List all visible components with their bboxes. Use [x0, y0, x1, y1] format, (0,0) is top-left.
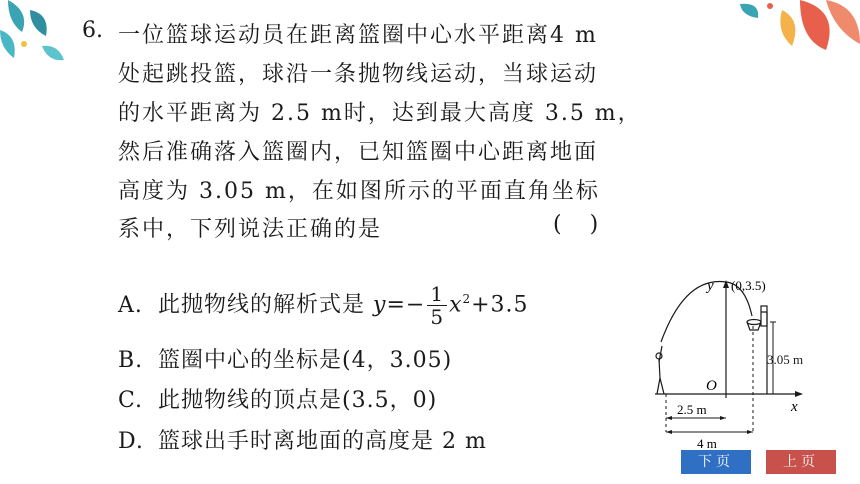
option-b-text: 篮圈中心的坐标是(4，3.05) — [158, 348, 453, 373]
option-a-x: x — [449, 292, 463, 318]
option-a-eq: =− — [386, 292, 426, 318]
question-line-3: 的水平距离为 2.5 m时，达到最大高度 3.5 m， — [118, 101, 642, 126]
hoop-icon — [747, 306, 767, 394]
dim-4-arrow-left — [666, 430, 672, 434]
next-page-button[interactable]: 下页 — [681, 450, 751, 474]
player-icon — [656, 346, 664, 394]
basketball-figure — [645, 270, 815, 450]
option-a[interactable] — [118, 283, 529, 328]
option-a-y: y — [373, 292, 387, 318]
option-d-letter: D. — [118, 429, 144, 454]
fraction-denominator: 5 — [430, 305, 445, 329]
answer-parentheses: () — [553, 212, 627, 237]
floral-decoration-left — [0, 0, 80, 70]
option-c-letter: C. — [118, 388, 144, 413]
option-c-text: 此抛物线的顶点是(3.5，0) — [158, 388, 438, 413]
option-a-letter: A. — [118, 292, 143, 318]
question-line-6: 系中，下列说法正确的是 — [118, 217, 383, 242]
fraction-numerator: 1 — [427, 283, 447, 306]
option-d[interactable] — [118, 424, 487, 455]
option-b-letter: B. — [118, 348, 144, 373]
question-line-5: 高度为 3.05 m，在如图所示的平面直角坐标 — [118, 179, 600, 204]
option-b[interactable] — [118, 343, 452, 374]
option-c[interactable] — [118, 383, 437, 414]
dim-4-label: 4 m — [697, 436, 717, 450]
y-axis-label: y — [707, 278, 714, 294]
question-line-1: 一位篮球运动员在距离篮圈中心水平距离4 m — [118, 23, 598, 48]
dim-25-arrow-left — [666, 416, 672, 420]
option-a-text: 此抛物线的解析式是 — [158, 292, 366, 318]
question-number: 6. — [82, 18, 103, 43]
floral-decoration-right — [730, 0, 860, 80]
x-axis-label: x — [791, 399, 798, 415]
option-a-exponent: 2 — [462, 292, 472, 307]
dim-25-arrow-right — [720, 416, 726, 420]
option-a-fraction — [427, 283, 447, 328]
vertex-label: (0,3.5) — [731, 278, 766, 293]
x-axis-arrow — [795, 391, 803, 397]
question-line-2: 处起跳投篮，球沿一条抛物线运动，当球运动 — [118, 62, 599, 87]
option-d-text: 篮球出手时离地面的高度是 2 m — [158, 429, 487, 454]
dim-25-label: 2.5 m — [677, 402, 707, 417]
origin-label: O — [706, 378, 717, 394]
hoop-height-label: 3.05 m — [767, 352, 804, 367]
dim-4-arrow-right — [747, 430, 753, 434]
option-a-tail: +3.5 — [471, 292, 529, 318]
question-line-4: 然后准确落入篮圈内，已知篮圈中心距离地面 — [118, 140, 599, 165]
prev-page-button[interactable]: 上页 — [766, 450, 836, 474]
